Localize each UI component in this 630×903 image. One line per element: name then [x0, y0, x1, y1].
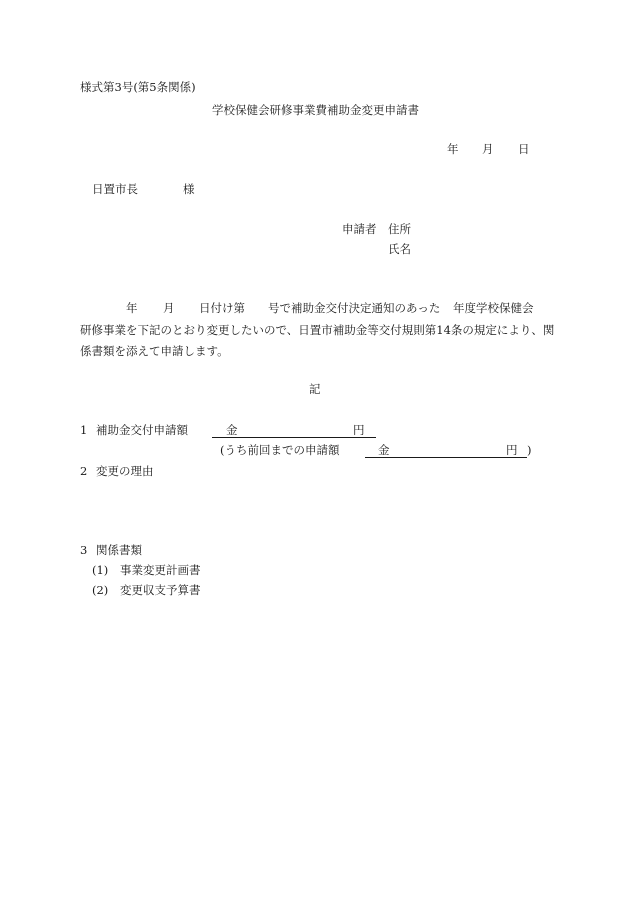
previous-close: )	[527, 443, 532, 457]
form-number: 様式第3号(第5条関係)	[80, 80, 196, 94]
body-year: 年	[126, 301, 138, 315]
previous-open: (うち前回までの申請額	[220, 443, 340, 457]
doc-1-number: (1)	[92, 563, 109, 577]
item-3-number: 3	[80, 543, 88, 557]
body-number-suffix: 号で補助金交付決定通知のあった	[268, 301, 441, 315]
applicant-label: 申請者	[342, 222, 377, 236]
body-month: 月	[163, 301, 175, 315]
previous-amount-underline	[365, 457, 527, 458]
item-1-currency-prefix: 金	[226, 423, 238, 437]
doc-2-label: 変更収支予算書	[120, 583, 201, 597]
item-2-number: 2	[80, 464, 88, 478]
doc-1-label: 事業変更計画書	[120, 563, 201, 577]
note-heading: 記	[309, 382, 321, 396]
applicant-address-label: 住所	[388, 222, 411, 236]
item-1-amount-underline	[212, 437, 376, 438]
body-line-2: 研修事業を下記のとおり変更したいので、日置市補助金等交付規則第14条の規定により、関	[80, 323, 555, 337]
page-title: 学校保健会研修事業費補助金変更申請書	[212, 103, 419, 117]
doc-2-number: (2)	[92, 583, 109, 597]
item-1-currency-suffix: 円	[353, 423, 365, 437]
item-1-label: 補助金交付申請額	[96, 423, 188, 437]
body-line-3: 係書類を添えて申請します。	[80, 344, 229, 358]
previous-currency-prefix: 金	[378, 443, 390, 457]
date-year: 年	[447, 142, 459, 156]
addressee-name: 日置市長	[92, 182, 138, 196]
body-date-prefix: 日付け第	[199, 301, 245, 315]
date-day: 日	[518, 142, 530, 156]
item-3-label: 関係書類	[96, 543, 142, 557]
item-2-label: 変更の理由	[96, 464, 154, 478]
body-fiscal-year: 年度学校保健会	[453, 301, 534, 315]
previous-currency-suffix: 円	[506, 443, 518, 457]
date-month: 月	[482, 142, 494, 156]
addressee-honorific: 様	[183, 182, 195, 196]
item-1-number: 1	[80, 423, 88, 437]
applicant-name-label: 氏名	[388, 242, 411, 256]
